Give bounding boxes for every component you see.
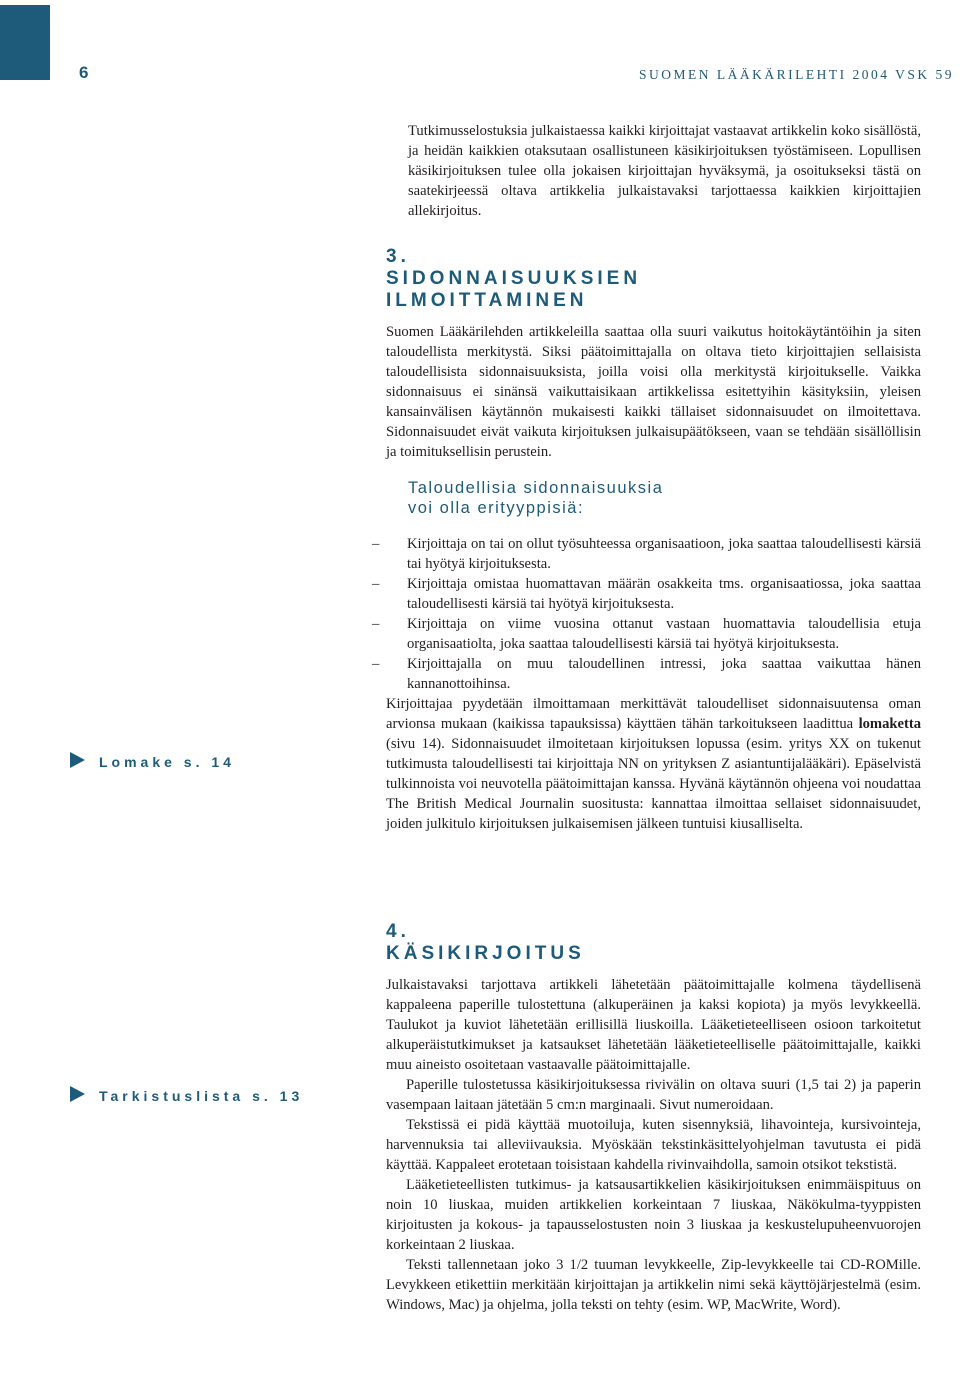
- section-4-title: KÄSIKIRJOITUS: [386, 943, 585, 964]
- section-3-paragraph-1: Suomen Lääkärilehden artikkeleilla saattaa olla suuri vaikutus hoitokäytäntöihin ja siten taloudellista merkitystä. Siksi päätoimittajalla on oltava tieto kirjoittajien sellaisista taloudellisista sidonnaisuuksista, joilla voisi olla merkitystä kirjoitukselle. Vaikka sidonnaisuus ei sinänsä vaikuttaisikaan artikkelissa esitettyihin käsityksiin, yleisen kansainvälisen käytännön mukaisesti kaikki tällaiset sidonnaisuudet on ilmoitettava. Sidonnaisuudet eivät vaikuta kirjoituksen julkaisupäätökseen, vaan se tehdään sisällöllisin ja toimituksellisin perustein.: [386, 324, 921, 460]
- section-3-paragraph-2: Kirjoittajaa pyydetään ilmoittamaan merkittävät taloudelliset sidonnaisuutensa oman arvionsa mukaan (kaikissa tapauksissa) käyttäen tähän tarkoitukseen laadittua lomaketta (sivu 14). Sidonnaisuudet ilmoitetaan kirjoituksen lopussa (esim. yritys XX on tukenut tutkimusta taloudellisesti tai kirjoittaja NN on yrityksen Z asiantuntijalääkäri). Epäselvistä tulkinnoista voi neuvotella päätoimittajan kanssa. Hyvänä käytännön ohjeena voi noudattaa The British Medical Journalin suositusta: kannattaa ilmoittaa sellaiset sidonnaisuudet, joiden julkitulo kirjoituksen julkaisemisen jälkeen tuntuisi kiusalliselta.: [386, 696, 921, 832]
- section-3-title-line1: SIDONNAISUUKSIEN: [386, 268, 642, 289]
- checklist-reference-label: Tarkistuslista s. 13: [99, 1088, 304, 1104]
- lomake-link-text: lomaketta: [858, 716, 921, 732]
- running-head: SUOMEN LÄÄKÄRILEHTI 2004 VSK 59: [639, 67, 954, 82]
- list-item: – Kirjoittaja omistaa huomattavan määrän osakkeita tms. organisaatiossa, joka saattaa taloudellisesti kärsiä tai hyötyä kirjoituksesta.: [372, 576, 921, 612]
- page-number: 6: [79, 63, 89, 82]
- section-4: [386, 921, 921, 1315]
- subheading-line2: voi olla erityyppisiä:: [408, 499, 585, 517]
- section-3-title-line2: ILMOITTAMINEN: [386, 290, 588, 311]
- dash-bullet: –: [372, 656, 380, 672]
- corner-color-block: [0, 5, 50, 80]
- list-item: – Kirjoittaja on viime vuosina ottanut vastaan huomattavia taloudellisia etuja organisaatiolta, joka saattaa taloudellisesti kärsiä tai hyötyä kirjoituksesta.: [372, 616, 921, 652]
- section-4-paragraph: Julkaistavaksi tarjottava artikkeli lähetetään päätoimittajalle kolmena täydellisenä kappaleena paperille tulostettuna (alkuperäinen ja kaksi kopiota) ja myös levykkeellä. Taulukot ja kuviot lähetetään erillisillä liuskoilla. Lääketieteelliseen osioon tarkoitetut alkuperäistutkimukset ja katsaukset lähetetään lääketieteelliselle päätoimittajalle, kaikki muu aineisto osoitetaan vastaavalle päätoimittajalle.: [386, 977, 921, 1073]
- section-4-paragraph: Teksti tallennetaan joko 3 1/2 tuuman levykkeelle, Zip-levykkeelle tai CD-ROMille. Levykkeen etikettiin merkitään kirjoittajan ja artikkelin nimi sekä käyttöjärjestelmä (esim. Windows, Mac) ja ohjelma, jolla teksti on tehty (esim. WP, MacWrite, Word).: [386, 1257, 921, 1313]
- section-3-number: 3.: [386, 246, 410, 267]
- section-3: [372, 246, 921, 834]
- list-item: – Kirjoittajalla on muu taloudellinen intressi, joka saattaa vaikuttaa hänen kannanottoihinsa.: [372, 656, 921, 692]
- dash-bullet: –: [372, 536, 380, 552]
- dash-bullet: –: [372, 616, 380, 632]
- subheading-line1: Taloudellisia sidonnaisuuksia: [408, 479, 664, 497]
- section-4-paragraph: Tekstissä ei pidä käyttää muotoiluja, kuten sisennyksiä, lihavointeja, kursivointeja, harvennuksia tai alleviivauksia. Myöskään tekstinkäsittelyohjelman tavutusta ei pidä käyttää. Kappaleet erotetaan toisistaan kahdella rivinvaihdolla, samoin otsikot tekstistä.: [386, 1117, 921, 1173]
- section-4-paragraph: Lääketieteellisten tutkimus- ja katsausartikkelien käsikirjoituksen enimmäispituus on noin 10 liuskaa, muiden artikkelien korkeintaan 7 liuskaa, Näkökulma-tyyppisten kirjoitusten ja kokous- ja tapausselostusten noin 3 liuskaa ja keskustelupuheenvuorojen korkeintaan 2 liuskaa.: [386, 1177, 921, 1253]
- form-reference: [70, 754, 235, 771]
- form-reference-label: Lomake s. 14: [99, 754, 235, 770]
- section-4-number: 4.: [386, 921, 410, 942]
- section-4-paragraph: Paperille tulostetussa käsikirjoituksessa rivivälin on oltava suuri (1,5 tai 2) ja paperin vasempaan laitaan jätetään 5 cm:n marginaali. Sivut numeroidaan.: [386, 1077, 921, 1113]
- dash-bullet: –: [372, 576, 380, 592]
- arrow-right-icon: [70, 1086, 85, 1102]
- arrow-right-icon: [70, 752, 85, 768]
- sidonnaisuus-list: [372, 534, 921, 694]
- list-item: – Kirjoittaja on tai on ollut työsuhteessa organisaatioon, joka saattaa taloudellisesti kärsiä tai hyötyä kirjoituksesta.: [372, 536, 921, 572]
- intro-paragraph: Tutkimusselostuksia julkaistaessa kaikki kirjoittajat vastaavat artikkelin koko sisällöstä, ja heidän kaikkien otaksutaan osallistuneen käsikirjoituksen työstämiseen. Lopullisen käsikirjoituksen tulee olla jokaisen kirjoittajan hyväksymä, ja osoitukseksi tästä on saatekirjeessä oltava artikkelia julkaistavaksi tarjottaessa kaikkien kirjoittajien allekirjoitus.: [408, 123, 921, 219]
- checklist-reference: [70, 1088, 303, 1105]
